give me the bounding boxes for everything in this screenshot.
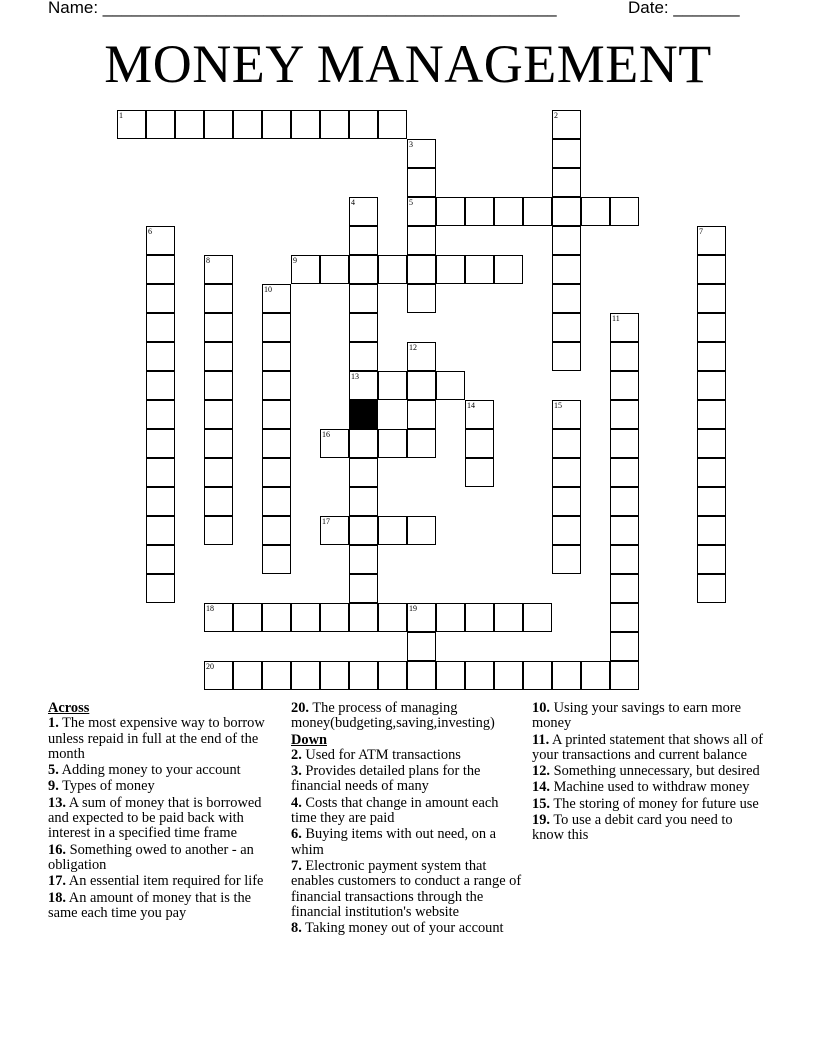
across-heading: Across: [48, 700, 90, 716]
across-clue: [48, 796, 280, 842]
clue-number: 2: [554, 111, 558, 120]
clue-number-label: 14.: [532, 779, 550, 796]
grid-cell[interactable]: [378, 371, 407, 400]
clue-number-label: 19.: [532, 812, 550, 829]
clue-text: Electronic payment system that enables customers to conduct a range of financial transactions through the financial institution's website: [291, 857, 522, 920]
grid-cell[interactable]: [146, 429, 175, 458]
clue-text: The most expensive way to borrow unless repaid in full at the end of the month: [48, 715, 265, 762]
grid-cell[interactable]: [697, 516, 726, 545]
grid-cell[interactable]: [552, 429, 581, 458]
grid-cell[interactable]: [494, 197, 523, 226]
down-clue: [532, 701, 768, 732]
grid-cell[interactable]: [552, 516, 581, 545]
grid-cell[interactable]: [146, 255, 175, 284]
clue-text: Buying items with out need, on a whim: [291, 826, 497, 858]
down-clue: [291, 796, 524, 827]
grid-cell[interactable]: [378, 429, 407, 458]
grid-cell[interactable]: [465, 255, 494, 284]
grid-cell[interactable]: [204, 458, 233, 487]
grid-cell[interactable]: [204, 110, 233, 139]
grid-cell[interactable]: [697, 574, 726, 603]
grid-cell[interactable]: [349, 342, 378, 371]
grid-cell[interactable]: [233, 110, 262, 139]
grid-cell[interactable]: [697, 545, 726, 574]
grid-cell[interactable]: [320, 516, 349, 545]
down-heading: Down: [291, 731, 327, 748]
grid-cell[interactable]: [175, 110, 204, 139]
grid-cell[interactable]: [465, 400, 494, 429]
clue-number: 16: [322, 430, 330, 439]
grid-cell[interactable]: [552, 168, 581, 197]
grid-cell[interactable]: [552, 342, 581, 371]
grid-cell[interactable]: [146, 110, 175, 139]
grid-cell[interactable]: [494, 603, 523, 632]
grid-cell[interactable]: [349, 458, 378, 487]
grid-cell[interactable]: [610, 661, 639, 690]
grid-cell[interactable]: [407, 168, 436, 197]
grid-cell[interactable]: [291, 603, 320, 632]
clue-number-label: 9.: [48, 778, 59, 795]
grid-cell[interactable]: [407, 284, 436, 313]
down-clue: [532, 780, 768, 795]
grid-cell[interactable]: [552, 284, 581, 313]
clue-text: An essential item required for life: [66, 873, 264, 890]
black-square: [349, 400, 378, 429]
grid-cell[interactable]: [407, 255, 436, 284]
clue-column-2: [291, 701, 524, 937]
grid-cell[interactable]: [146, 226, 175, 255]
across-clue: [291, 701, 524, 732]
grid-cell[interactable]: [146, 545, 175, 574]
grid-cell[interactable]: [552, 545, 581, 574]
clue-text: The storing of money for future use: [550, 795, 759, 812]
grid-cell[interactable]: [552, 255, 581, 284]
clue-text: Taking money out of your account: [301, 920, 504, 937]
grid-cell[interactable]: [697, 313, 726, 342]
clue-number: 11: [612, 314, 620, 323]
grid-cell[interactable]: [204, 516, 233, 545]
name-field[interactable]: Name: ________________________________________________: [48, 0, 557, 17]
grid-cell[interactable]: [146, 371, 175, 400]
grid-cell[interactable]: [465, 197, 494, 226]
grid-cell[interactable]: [146, 574, 175, 603]
grid-cell[interactable]: [552, 139, 581, 168]
clue-text: Used for ATM transactions: [301, 746, 461, 763]
clue-number-label: 20.: [291, 700, 309, 716]
clue-text: A sum of money that is borrowed and expected to be paid back with interest in a specified time frame: [48, 794, 262, 842]
grid-cell[interactable]: [262, 603, 291, 632]
grid-cell[interactable]: [581, 197, 610, 226]
grid-cell[interactable]: [204, 429, 233, 458]
grid-cell[interactable]: [552, 400, 581, 429]
grid-cell[interactable]: [610, 342, 639, 371]
grid-cell[interactable]: [204, 371, 233, 400]
grid-cell[interactable]: [204, 284, 233, 313]
grid-cell[interactable]: [697, 371, 726, 400]
grid-cell[interactable]: [146, 342, 175, 371]
grid-cell[interactable]: [291, 255, 320, 284]
grid-cell[interactable]: [233, 603, 262, 632]
clue-text: Types of money: [58, 778, 155, 795]
down-clue: [291, 921, 524, 936]
grid-cell[interactable]: [436, 197, 465, 226]
grid-cell[interactable]: [610, 313, 639, 342]
grid-cell[interactable]: [262, 342, 291, 371]
grid-cell[interactable]: [349, 661, 378, 690]
clue-number: 18: [206, 604, 214, 613]
grid-cell[interactable]: [262, 313, 291, 342]
grid-cell[interactable]: [146, 313, 175, 342]
down-clue: [532, 813, 768, 844]
clue-text: A printed statement that shows all of your transactions and current balance: [532, 731, 764, 763]
clue-number: 17: [322, 517, 330, 526]
grid-cell[interactable]: [436, 255, 465, 284]
grid-cell[interactable]: [552, 110, 581, 139]
grid-cell[interactable]: [117, 110, 146, 139]
grid-cell[interactable]: [349, 574, 378, 603]
grid-cell[interactable]: [610, 197, 639, 226]
clue-text: Machine used to withdraw money: [550, 779, 750, 796]
grid-cell[interactable]: [204, 400, 233, 429]
clue-text: Something unnecessary, but desired: [550, 763, 760, 780]
clue-number-label: 3.: [291, 763, 302, 780]
grid-cell[interactable]: [697, 284, 726, 313]
grid-cell[interactable]: [262, 110, 291, 139]
grid-cell[interactable]: [407, 371, 436, 400]
clue-number: 9: [293, 256, 297, 265]
down-clue: [291, 827, 524, 858]
across-clue: [48, 716, 280, 762]
grid-cell[interactable]: [610, 487, 639, 516]
clue-number: 8: [206, 256, 210, 265]
clue-number: 12: [409, 343, 417, 352]
grid-cell[interactable]: [262, 400, 291, 429]
clue-number-label: 4.: [291, 794, 302, 811]
down-clue: [291, 859, 524, 920]
grid-cell[interactable]: [320, 661, 349, 690]
grid-cell[interactable]: [436, 371, 465, 400]
grid-cell[interactable]: [320, 603, 349, 632]
down-clue: [532, 733, 768, 764]
grid-cell[interactable]: [697, 255, 726, 284]
clue-text: The process of managing money(budgeting,saving,investing): [291, 700, 495, 732]
grid-cell[interactable]: [146, 516, 175, 545]
clue-number: 1: [119, 111, 123, 120]
grid-cell[interactable]: [378, 603, 407, 632]
grid-cell[interactable]: [407, 197, 436, 226]
grid-cell[interactable]: [407, 400, 436, 429]
grid-cell[interactable]: [552, 313, 581, 342]
grid-cell[interactable]: [262, 516, 291, 545]
clue-number-label: 7.: [291, 857, 302, 874]
clue-number-label: 5.: [48, 762, 59, 779]
grid-cell[interactable]: [581, 661, 610, 690]
grid-cell[interactable]: [262, 458, 291, 487]
grid-cell[interactable]: [349, 313, 378, 342]
grid-cell[interactable]: [407, 342, 436, 371]
grid-cell[interactable]: [146, 284, 175, 313]
grid-cell[interactable]: [407, 429, 436, 458]
grid-cell[interactable]: [349, 487, 378, 516]
grid-cell[interactable]: [349, 226, 378, 255]
grid-cell[interactable]: [349, 516, 378, 545]
clue-number: 20: [206, 662, 214, 671]
grid-cell[interactable]: [436, 603, 465, 632]
grid-cell[interactable]: [465, 603, 494, 632]
grid-cell[interactable]: [204, 487, 233, 516]
grid-cell[interactable]: [204, 661, 233, 690]
grid-cell[interactable]: [697, 226, 726, 255]
clue-number: 19: [409, 604, 417, 613]
grid-cell[interactable]: [233, 661, 262, 690]
grid-cell[interactable]: [552, 487, 581, 516]
clue-text: To use a debit card you need to know this: [532, 812, 733, 844]
grid-cell[interactable]: [146, 487, 175, 516]
grid-cell[interactable]: [523, 661, 552, 690]
grid-cell[interactable]: [349, 371, 378, 400]
across-clue: [48, 763, 280, 778]
grid-cell[interactable]: [349, 197, 378, 226]
grid-cell[interactable]: [407, 139, 436, 168]
clue-number: 10: [264, 285, 272, 294]
grid-cell[interactable]: [378, 661, 407, 690]
grid-cell[interactable]: [610, 545, 639, 574]
grid-cell[interactable]: [407, 632, 436, 661]
grid-cell[interactable]: [407, 516, 436, 545]
grid-cell[interactable]: [436, 661, 465, 690]
clue-number: 14: [467, 401, 475, 410]
clue-number-label: 16.: [48, 841, 66, 858]
grid-cell[interactable]: [262, 371, 291, 400]
grid-cell[interactable]: [523, 603, 552, 632]
clue-number: 13: [351, 372, 359, 381]
grid-cell[interactable]: [378, 255, 407, 284]
grid-cell[interactable]: [552, 458, 581, 487]
grid-cell[interactable]: [349, 429, 378, 458]
grid-cell[interactable]: [262, 487, 291, 516]
grid-cell[interactable]: [146, 400, 175, 429]
grid-cell[interactable]: [552, 197, 581, 226]
grid-cell[interactable]: [407, 661, 436, 690]
grid-cell[interactable]: [610, 400, 639, 429]
grid-cell[interactable]: [262, 429, 291, 458]
clue-number-label: 11.: [532, 731, 550, 748]
clue-text: Using your savings to earn more money: [532, 700, 742, 732]
clue-number-label: 2.: [291, 746, 302, 763]
clue-number: 3: [409, 140, 413, 149]
clue-number: 15: [554, 401, 562, 410]
down-clue: [291, 748, 524, 763]
grid-cell[interactable]: [610, 603, 639, 632]
grid-cell[interactable]: [320, 429, 349, 458]
clue-number-label: 10.: [532, 700, 550, 716]
clue-number-label: 13.: [48, 794, 66, 811]
clue-number-label: 17.: [48, 873, 66, 890]
grid-cell[interactable]: [610, 632, 639, 661]
grid-cell[interactable]: [465, 661, 494, 690]
grid-cell[interactable]: [349, 110, 378, 139]
grid-cell[interactable]: [349, 603, 378, 632]
grid-cell[interactable]: [407, 603, 436, 632]
clue-text: Costs that change in amount each time they are paid: [291, 794, 499, 827]
grid-cell[interactable]: [349, 284, 378, 313]
grid-cell[interactable]: [494, 255, 523, 284]
clue-number: 5: [409, 198, 413, 207]
grid-cell[interactable]: [262, 545, 291, 574]
grid-cell[interactable]: [262, 284, 291, 313]
grid-cell[interactable]: [610, 516, 639, 545]
across-clue: [48, 874, 280, 889]
clue-text: Something owed to another - an obligation: [48, 841, 254, 873]
grid-cell[interactable]: [349, 545, 378, 574]
grid-cell[interactable]: [291, 110, 320, 139]
clue-column-3: [532, 701, 768, 845]
header: [48, 0, 768, 18]
grid-cell[interactable]: [378, 516, 407, 545]
grid-cell[interactable]: [204, 603, 233, 632]
grid-cell[interactable]: [262, 661, 291, 690]
grid-cell[interactable]: [610, 574, 639, 603]
grid-cell[interactable]: [697, 429, 726, 458]
grid-cell[interactable]: [320, 255, 349, 284]
clue-text: An amount of money that is the same each time you pay: [48, 889, 252, 921]
grid-cell[interactable]: [697, 342, 726, 371]
down-clue: [291, 764, 524, 795]
clue-number: 7: [699, 227, 703, 236]
grid-cell[interactable]: [407, 226, 436, 255]
clue-text: Adding money to your account: [58, 762, 241, 779]
grid-cell[interactable]: [320, 110, 349, 139]
clue-number-label: 15.: [532, 795, 550, 812]
grid-cell[interactable]: [204, 313, 233, 342]
grid-cell[interactable]: [465, 458, 494, 487]
clue-number-label: 12.: [532, 763, 550, 780]
grid-cell[interactable]: [523, 197, 552, 226]
date-field[interactable]: Date: _______: [628, 0, 740, 17]
clue-number: 4: [351, 198, 355, 207]
grid-cell[interactable]: [349, 255, 378, 284]
grid-cell[interactable]: [378, 110, 407, 139]
grid-cell[interactable]: [697, 458, 726, 487]
across-clue: [48, 779, 280, 794]
grid-cell[interactable]: [697, 400, 726, 429]
grid-cell[interactable]: [146, 458, 175, 487]
grid-cell[interactable]: [204, 255, 233, 284]
grid-cell[interactable]: [610, 429, 639, 458]
across-clue: [48, 843, 280, 874]
clue-number-label: 6.: [291, 826, 302, 843]
clue-column-1: [48, 701, 280, 922]
grid-cell[interactable]: [552, 661, 581, 690]
clue-number-label: 8.: [291, 920, 302, 937]
clue-text: Provides detailed plans for the financial needs of many: [291, 763, 481, 795]
grid-cell[interactable]: [610, 458, 639, 487]
grid-cell[interactable]: [697, 487, 726, 516]
down-clue: [532, 797, 768, 812]
grid-cell[interactable]: [291, 661, 320, 690]
clue-number: 6: [148, 227, 152, 236]
page-title: MONEY MANAGEMENT: [104, 34, 712, 94]
grid-cell[interactable]: [552, 226, 581, 255]
across-clue: [48, 891, 280, 922]
grid-cell[interactable]: [465, 429, 494, 458]
grid-cell[interactable]: [204, 342, 233, 371]
grid-cell[interactable]: [494, 661, 523, 690]
clue-number-label: 1.: [48, 715, 59, 732]
down-clue: [532, 764, 768, 779]
clue-number-label: 18.: [48, 889, 66, 906]
grid-cell[interactable]: [610, 371, 639, 400]
